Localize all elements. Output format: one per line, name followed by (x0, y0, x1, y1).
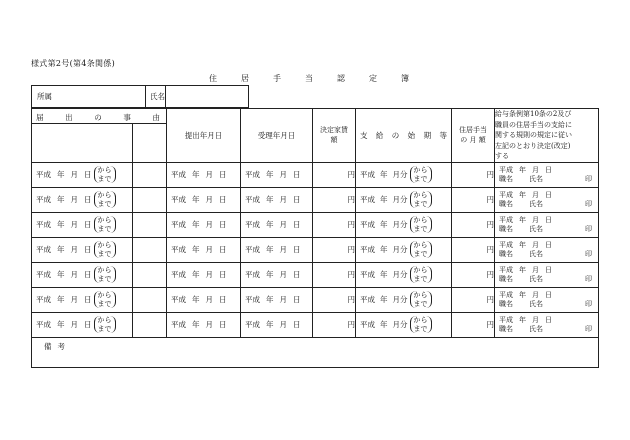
reason-date-cell (32, 262, 167, 287)
month-text: 月 (70, 170, 78, 179)
remarks-row (32, 337, 599, 367)
submit-date-cell: 平成 年 月 日 (167, 187, 241, 212)
year-text: 年 (57, 195, 65, 204)
title-char: 居 (241, 74, 249, 83)
month-text: 月 (70, 245, 78, 254)
reason-date-cell (32, 237, 167, 262)
day-text: 日 (84, 195, 92, 204)
day-text: 日 (84, 320, 92, 329)
period-char: 等 (439, 130, 447, 140)
title-char: 当 (305, 74, 313, 83)
reason-char: の (94, 113, 102, 122)
decision-note-header (495, 109, 599, 163)
submit-date-cell: 平成 年 月 日 (167, 312, 241, 337)
submit-date-cell: 平成 年 月 日 (167, 262, 241, 287)
from-until-bracket: から まで (410, 216, 432, 233)
receipt-date-header: 受理年月日 (241, 109, 313, 163)
era-text: 平成 (36, 295, 51, 304)
receipt-date-cell: 平成 年 月 日 (241, 237, 313, 262)
submit-date-cell: 平成 年 月 日 (167, 212, 241, 237)
period-cell: 平成 年 月分 から まで (356, 212, 452, 237)
seal-mark: 印 (585, 174, 592, 183)
receipt-date-cell: 平成 年 月 日 (241, 312, 313, 337)
period-cell: 平成 年 月分 から まで (356, 262, 452, 287)
period-cell: 平成 年 月分 から まで (356, 237, 452, 262)
from-until-bracket: から まで (94, 216, 116, 233)
decision-cell: 平成 年 月 日 職名 氏名 印 (495, 237, 599, 262)
period-char: 期 (423, 130, 432, 140)
reason-char: 出 (65, 113, 73, 122)
month-text: 月 (70, 220, 78, 229)
from-until-bracket: から まで (94, 191, 116, 208)
decision-note-line: 職員の住居手当の支給に (495, 120, 572, 129)
allowance-ledger-table (31, 108, 599, 368)
document-title (209, 73, 409, 84)
reason-char: 届 (36, 113, 44, 122)
ledger-row (32, 262, 599, 287)
title-char: 簿 (401, 74, 409, 83)
year-text: 年 (57, 270, 65, 279)
era-text: 平成 (36, 220, 51, 229)
reason-header (32, 109, 167, 163)
from-until-bracket: から まで (410, 291, 432, 308)
receipt-date-cell: 平成 年 月 日 (241, 162, 313, 187)
ledger-row (32, 237, 599, 262)
from-until-bracket: から まで (410, 266, 432, 283)
seal-mark: 印 (585, 224, 592, 233)
year-text: 年 (57, 245, 65, 254)
era-text: 平成 (36, 320, 51, 329)
month-text: 月 (70, 320, 78, 329)
ledger-row (32, 312, 599, 337)
title-char: 住 (209, 74, 217, 83)
era-text: 平成 (36, 170, 51, 179)
from-until-bracket: から まで (410, 166, 432, 183)
seal-mark: 印 (585, 324, 592, 333)
rent-cell: 円 (313, 187, 356, 212)
reason-date-cell (32, 162, 167, 187)
from-until-bracket: から まで (94, 316, 116, 333)
rent-cell: 円 (313, 262, 356, 287)
allowance-cell: 円 (452, 312, 495, 337)
reason-char: 事 (123, 113, 131, 122)
month-text: 月 (70, 295, 78, 304)
year-text: 年 (57, 220, 65, 229)
rent-cell: 円 (313, 312, 356, 337)
allowance-cell: 円 (452, 237, 495, 262)
from-until-bracket: から まで (410, 241, 432, 258)
seal-mark: 印 (585, 199, 592, 208)
ledger-row (32, 212, 599, 237)
day-text: 日 (84, 170, 92, 179)
period-header (356, 109, 452, 163)
reason-char: 由 (152, 113, 160, 122)
decision-cell: 平成 年 月 日 職名 氏名 印 (495, 212, 599, 237)
period-char: の (391, 130, 400, 140)
reason-label (36, 112, 160, 123)
rent-cell: 円 (313, 162, 356, 187)
ledger-row (32, 187, 599, 212)
from-until-bracket: から まで (94, 291, 116, 308)
receipt-date-cell: 平成 年 月 日 (241, 287, 313, 312)
receipt-date-cell: 平成 年 月 日 (241, 187, 313, 212)
allowance-cell: 円 (452, 262, 495, 287)
seal-mark: 印 (585, 299, 592, 308)
reason-date-cell (32, 212, 167, 237)
header-row (32, 109, 599, 163)
ledger-row (32, 287, 599, 312)
allowance-cell: 円 (452, 287, 495, 312)
title-char: 手 (273, 74, 281, 83)
reason-date-cell (32, 187, 167, 212)
period-char: 支 (360, 130, 368, 140)
period-cell: 平成 年 月分 から まで (356, 287, 452, 312)
dept-label: 所属 (37, 92, 52, 101)
rent-header: 決定家賃 額 (313, 109, 356, 163)
decision-cell: 平成 年 月 日 職名 氏名 印 (495, 187, 599, 212)
era-text: 平成 (36, 195, 51, 204)
period-cell: 平成 年 月分 から まで (356, 162, 452, 187)
day-text: 日 (84, 270, 92, 279)
allowance-cell: 円 (452, 162, 495, 187)
from-until-bracket: から まで (94, 241, 116, 258)
decision-note-line: 関する規則の規定に従い (495, 131, 572, 139)
decision-note-line: 左記のとおり決定(改定) (495, 141, 571, 150)
rent-cell: 円 (313, 237, 356, 262)
allowance-header: 住居手当 の 月 額 (452, 109, 495, 163)
title-char: 定 (369, 74, 377, 83)
form-number: 様式第2号(第4条関係) (31, 59, 116, 68)
decision-cell: 平成 年 月 日 職名 氏名 印 (495, 312, 599, 337)
remarks-label: 備考 (32, 337, 599, 367)
period-char: 給 (375, 130, 384, 140)
month-text: 月 (70, 195, 78, 204)
seal-mark: 印 (585, 249, 592, 258)
rent-cell: 円 (313, 212, 356, 237)
day-text: 日 (84, 245, 92, 254)
reason-date-cell (32, 312, 167, 337)
decision-note-line: 給与条例第10条の2及び (495, 110, 572, 118)
reason-date-cell (32, 287, 167, 312)
receipt-date-cell: 平成 年 月 日 (241, 262, 313, 287)
year-text: 年 (57, 295, 65, 304)
day-text: 日 (84, 295, 92, 304)
era-text: 平成 (36, 245, 51, 254)
submit-date-cell: 平成 年 月 日 (167, 237, 241, 262)
decision-note-line: する (495, 152, 509, 160)
day-text: 日 (84, 220, 92, 229)
submit-date-cell: 平成 年 月 日 (167, 162, 241, 187)
seal-mark: 印 (585, 274, 592, 283)
receipt-date-cell: 平成 年 月 日 (241, 212, 313, 237)
allowance-cell: 円 (452, 212, 495, 237)
ledger-row (32, 162, 599, 187)
from-until-bracket: から まで (410, 316, 432, 333)
month-text: 月 (70, 270, 78, 279)
period-char: 始 (407, 130, 416, 140)
rent-cell: 円 (313, 287, 356, 312)
period-cell: 平成 年 月分 から まで (356, 312, 452, 337)
decision-cell: 平成 年 月 日 職名 氏名 印 (495, 287, 599, 312)
decision-cell: 平成 年 月 日 職名 氏名 印 (495, 262, 599, 287)
submit-date-cell: 平成 年 月 日 (167, 287, 241, 312)
submit-date-header: 提出年月日 (167, 109, 241, 163)
from-until-bracket: から まで (410, 191, 432, 208)
year-text: 年 (57, 170, 65, 179)
decision-cell: 平成 年 月 日 職名 氏名 印 (495, 162, 599, 187)
year-text: 年 (57, 320, 65, 329)
era-text: 平成 (36, 270, 51, 279)
name-label: 氏名 (150, 92, 165, 101)
allowance-cell: 円 (452, 187, 495, 212)
title-char: 認 (337, 74, 345, 83)
from-until-bracket: から まで (94, 166, 116, 183)
period-cell: 平成 年 月分 から まで (356, 187, 452, 212)
applicant-box (31, 85, 249, 108)
from-until-bracket: から まで (94, 266, 116, 283)
